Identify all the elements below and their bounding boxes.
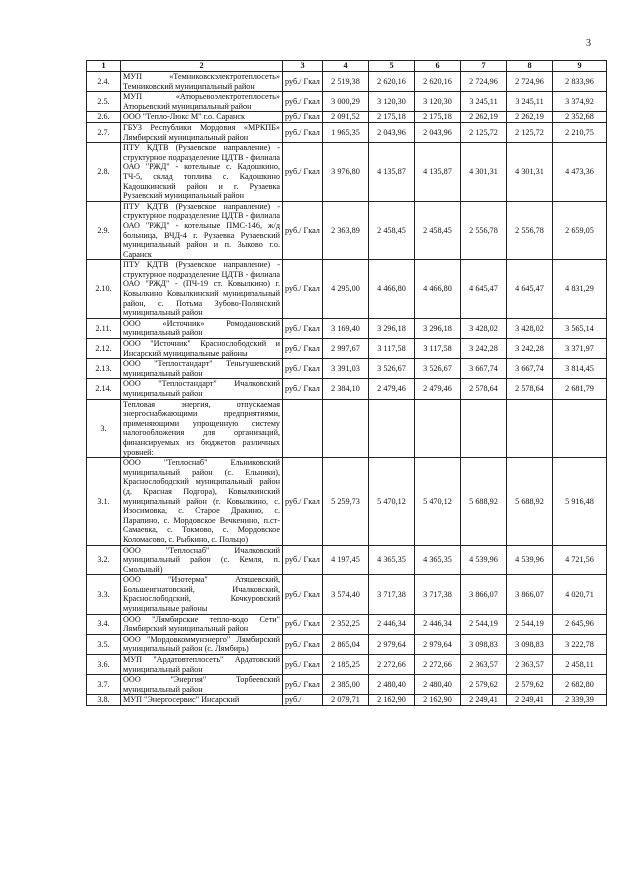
tariff-value: 2 043,96 — [369, 122, 415, 142]
tariff-value: 3 374,92 — [553, 92, 607, 112]
tariff-value: 2 249,41 — [461, 695, 507, 706]
row-number: 2.6. — [87, 112, 121, 123]
table-row — [87, 614, 607, 634]
tariff-value: 4 473,36 — [553, 143, 607, 202]
tariff-value: 2 352,25 — [323, 614, 369, 634]
tariff-value: 2 339,39 — [553, 695, 607, 706]
tariff-value: 2 544,19 — [507, 614, 553, 634]
table-row — [87, 695, 607, 706]
row-number: 3.2. — [87, 545, 121, 575]
row-number: 2.7. — [87, 122, 121, 142]
tariff-value: 2 833,96 — [553, 72, 607, 92]
organization-name: МУП «Темниковскэлектротеплосеть» Темниковский муниципальный район — [121, 72, 283, 92]
tariff-value — [507, 399, 553, 458]
tariff-value: 2 556,78 — [507, 201, 553, 260]
unit-cell: руб./ Гкал — [283, 458, 323, 545]
tariff-value: 2 480,40 — [415, 675, 461, 695]
tariff-value: 3 098,83 — [461, 634, 507, 654]
row-number: 3.4. — [87, 614, 121, 634]
tariff-value: 2 682,80 — [553, 675, 607, 695]
tariff-value: 4 365,35 — [369, 545, 415, 575]
row-number: 2.11. — [87, 318, 121, 338]
tariff-value: 3 667,74 — [507, 359, 553, 379]
tariff-value: 2 458,45 — [415, 201, 461, 260]
tariff-value: 2 079,71 — [323, 695, 369, 706]
table-row — [87, 201, 607, 260]
tariff-value: 3 717,38 — [369, 575, 415, 614]
tariff-value: 2 162,90 — [415, 695, 461, 706]
tariff-value: 3 296,18 — [369, 318, 415, 338]
table-row — [87, 143, 607, 202]
tariff-value: 2 519,38 — [323, 72, 369, 92]
tariff-value: 2 384,10 — [323, 379, 369, 399]
tariff-value: 1 965,35 — [323, 122, 369, 142]
tariff-value: 2 385,00 — [323, 675, 369, 695]
organization-name: ООО «Источник» Ромодановский муниципальный район — [121, 318, 283, 338]
tariff-value: 2 645,96 — [553, 614, 607, 634]
organization-name: ООО "Источник" Краснослободский и Инсарский муниципальные районы — [121, 339, 283, 359]
tariff-value: 2 579,62 — [507, 675, 553, 695]
organization-name: ООО "Теплоснаб" Ельниковский муниципальный район (с. Ельники), Краснослободский муниципальный район (д. Красная Подгора), Ковылкинский муниципальный район (г. Ковылкино, с. Изосимовка, с. Старое Дракино, с. Парапино, с. Мордовское Вечкенино, п.ст-Самаевка, с. Токмово, с. Мордовское Коломасово, с. Рыбкино, с. Польцо) — [121, 458, 283, 545]
column-header: 2 — [121, 61, 283, 72]
tariff-value: 4 365,35 — [415, 545, 461, 575]
tariff-value: 2 458,11 — [553, 655, 607, 675]
tariff-value: 2 458,45 — [369, 201, 415, 260]
tariff-value: 3 371,97 — [553, 339, 607, 359]
row-number: 3.5. — [87, 634, 121, 654]
unit-cell: руб./ Гкал — [283, 143, 323, 202]
tariff-value: 3 242,28 — [507, 339, 553, 359]
tariff-value: 2 175,18 — [369, 112, 415, 123]
tariff-value: 2 724,96 — [507, 72, 553, 92]
row-number: 2.9. — [87, 201, 121, 260]
tariff-value: 2 185,25 — [323, 655, 369, 675]
organization-name: ГБУЗ Республики Мордовия «МРКПБ» Лямбирский муниципальный район — [121, 122, 283, 142]
tariff-value: 2 272,66 — [369, 655, 415, 675]
row-number: 3. — [87, 399, 121, 458]
unit-cell: руб./ Гкал — [283, 339, 323, 359]
column-header: 9 — [553, 61, 607, 72]
organization-name: МУП «Атюрьевоэлектротеплосеть» Атюрьевский муниципальный район — [121, 92, 283, 112]
tariff-value: 2 272,66 — [415, 655, 461, 675]
table-row — [87, 545, 607, 575]
organization-name: Тепловая энергия, отпускаемая энергоснабжающими предприятиями, применяющими упрощенную систему налогообложения для организаций, финансируемых из бюджетов различных уровней: — [121, 399, 283, 458]
tariff-value: 3 098,83 — [507, 634, 553, 654]
tariff-value: 3 866,07 — [507, 575, 553, 614]
unit-cell: руб./ Гкал — [283, 545, 323, 575]
tariff-value: 5 259,73 — [323, 458, 369, 545]
tariff-value: 3 526,67 — [369, 359, 415, 379]
tariff-value: 2 620,16 — [415, 72, 461, 92]
tariff-table — [86, 60, 607, 706]
table-row — [87, 399, 607, 458]
row-number: 2.10. — [87, 260, 121, 319]
organization-name: ПТУ КДТВ (Рузаевское направление) - структурное подразделение ЦДТВ - филиала ОАО "РЖД" - котельные ПМС-146, ж/д больница, ВЧД-4 г. Рузаевка Рузаевский муниципальный район и п. Зыково г.о. Саранск — [121, 201, 283, 260]
tariff-value — [369, 399, 415, 458]
tariff-value: 5 470,12 — [415, 458, 461, 545]
tariff-value: 3 296,18 — [415, 318, 461, 338]
tariff-value: 4 301,31 — [507, 143, 553, 202]
tariff-value — [553, 399, 607, 458]
tariff-value: 2 125,72 — [461, 122, 507, 142]
tariff-value: 2 363,57 — [507, 655, 553, 675]
table-row — [87, 575, 607, 614]
table-row — [87, 72, 607, 92]
column-header: 8 — [507, 61, 553, 72]
tariff-value: 4 831,29 — [553, 260, 607, 319]
tariff-value: 3 866,07 — [461, 575, 507, 614]
tariff-value: 2 865,04 — [323, 634, 369, 654]
tariff-value: 2 249,41 — [507, 695, 553, 706]
tariff-value: 2 446,34 — [369, 614, 415, 634]
table-row — [87, 339, 607, 359]
unit-cell: руб./ Гкал — [283, 318, 323, 338]
row-number: 3.1. — [87, 458, 121, 545]
row-number: 2.8. — [87, 143, 121, 202]
tariff-value: 4 295,00 — [323, 260, 369, 319]
unit-cell: руб./ Гкал — [283, 260, 323, 319]
row-number: 2.4. — [87, 72, 121, 92]
tariff-value: 3 117,58 — [415, 339, 461, 359]
tariff-value: 4 539,96 — [461, 545, 507, 575]
tariff-value: 3 526,67 — [415, 359, 461, 379]
tariff-value: 2 479,46 — [369, 379, 415, 399]
tariff-value: 5 688,92 — [461, 458, 507, 545]
tariff-value: 2 352,68 — [553, 112, 607, 123]
unit-cell: руб./ Гкал — [283, 575, 323, 614]
column-header: 6 — [415, 61, 461, 72]
unit-cell: руб./ — [283, 695, 323, 706]
tariff-value: 3 222,78 — [553, 634, 607, 654]
unit-cell: руб./ Гкал — [283, 359, 323, 379]
header-row — [87, 61, 607, 72]
tariff-value: 3 242,28 — [461, 339, 507, 359]
tariff-value: 2 997,67 — [323, 339, 369, 359]
table-row — [87, 112, 607, 123]
tariff-value: 4 020,71 — [553, 575, 607, 614]
tariff-value: 5 688,92 — [507, 458, 553, 545]
table-row — [87, 634, 607, 654]
tariff-value: 2 091,52 — [323, 112, 369, 123]
tariff-value: 2 479,46 — [415, 379, 461, 399]
organization-name: ООО "Тепло-Люкс М" г.о. Саранск — [121, 112, 283, 123]
tariff-value: 4 645,47 — [461, 260, 507, 319]
tariff-value: 2 681,79 — [553, 379, 607, 399]
table-row — [87, 379, 607, 399]
tariff-value: 2 043,96 — [415, 122, 461, 142]
tariff-value: 3 117,58 — [369, 339, 415, 359]
table-row — [87, 260, 607, 319]
row-number: 3.8. — [87, 695, 121, 706]
unit-cell: руб./ Гкал — [283, 614, 323, 634]
unit-cell: руб./ Гкал — [283, 655, 323, 675]
organization-name: ООО "Изотерма" Атяшевский, Большеигнатовский, Ичалковский, Краснослободский, Кочкуровский муниципальные районы — [121, 575, 283, 614]
unit-cell: руб./ Гкал — [283, 201, 323, 260]
tariff-value: 3 169,40 — [323, 318, 369, 338]
unit-cell: руб./ Гкал — [283, 112, 323, 123]
column-header: 7 — [461, 61, 507, 72]
tariff-value: 2 446,34 — [415, 614, 461, 634]
table-row — [87, 318, 607, 338]
unit-cell: руб./ Гкал — [283, 92, 323, 112]
organization-name: ООО "Теплостандарт" Теньгушевский муниципальный район — [121, 359, 283, 379]
row-number: 2.12. — [87, 339, 121, 359]
row-number: 3.6. — [87, 655, 121, 675]
tariff-value: 4 197,45 — [323, 545, 369, 575]
organization-name: МУП "Энергосервис" Инсарский — [121, 695, 283, 706]
row-number: 2.14. — [87, 379, 121, 399]
tariff-value: 2 480,40 — [369, 675, 415, 695]
unit-cell: руб./ Гкал — [283, 675, 323, 695]
organization-name: ПТУ КДТВ (Рузаевское направление) - структурное подразделение ЦДТВ - филиала ОАО "РЖД" - котельные с. Кадошкино, ТЧ-5, склад топлива с. Кадошкино Кадошкинский район и г. Рузаевка Рузаевский муниципальный район — [121, 143, 283, 202]
tariff-value: 4 466,80 — [415, 260, 461, 319]
row-number: 2.13. — [87, 359, 121, 379]
tariff-value: 5 916,48 — [553, 458, 607, 545]
organization-name: ООО "Теплостандарт" Ичалковский муниципальный район — [121, 379, 283, 399]
tariff-value: 3 428,02 — [507, 318, 553, 338]
tariff-value: 2 210,75 — [553, 122, 607, 142]
tariff-value: 3 428,02 — [461, 318, 507, 338]
organization-name: ООО "Теплоснаб" Ичалковский муниципальный район (с. Кемля, п. Смольный) — [121, 545, 283, 575]
column-header: 4 — [323, 61, 369, 72]
column-header: 3 — [283, 61, 323, 72]
tariff-value — [323, 399, 369, 458]
row-number: 3.7. — [87, 675, 121, 695]
tariff-value: 3 574,40 — [323, 575, 369, 614]
tariff-value: 2 579,62 — [461, 675, 507, 695]
tariff-value: 3 391,03 — [323, 359, 369, 379]
organization-name: ООО "Энергия" Торбеевский муниципальный район — [121, 675, 283, 695]
tariff-value: 2 979,64 — [369, 634, 415, 654]
tariff-value: 2 363,57 — [461, 655, 507, 675]
tariff-value: 2 578,64 — [461, 379, 507, 399]
organization-name: МУП "Ардатовтеплосеть" Ардатовский муниципальный район — [121, 655, 283, 675]
tariff-value — [415, 399, 461, 458]
tariff-value: 2 544,19 — [461, 614, 507, 634]
tariff-value: 4 645,47 — [507, 260, 553, 319]
tariff-value — [461, 399, 507, 458]
tariff-value: 4 539,96 — [507, 545, 553, 575]
tariff-value: 2 125,72 — [507, 122, 553, 142]
column-header: 5 — [369, 61, 415, 72]
unit-cell: руб./ Гкал — [283, 72, 323, 92]
tariff-value: 5 470,12 — [369, 458, 415, 545]
tariff-value: 4 466,80 — [369, 260, 415, 319]
tariff-value: 2 578,64 — [507, 379, 553, 399]
tariff-value: 3 245,11 — [461, 92, 507, 112]
tariff-value: 4 301,31 — [461, 143, 507, 202]
tariff-value: 3 000,29 — [323, 92, 369, 112]
tariff-value: 3 976,80 — [323, 143, 369, 202]
tariff-value: 3 565,14 — [553, 318, 607, 338]
row-number: 3.3. — [87, 575, 121, 614]
tariff-value: 2 262,19 — [507, 112, 553, 123]
tariff-value: 2 363,89 — [323, 201, 369, 260]
table-row — [87, 122, 607, 142]
tariff-value: 2 262,19 — [461, 112, 507, 123]
tariff-value: 4 135,87 — [415, 143, 461, 202]
tariff-value: 3 120,30 — [415, 92, 461, 112]
row-number: 2.5. — [87, 92, 121, 112]
column-header: 1 — [87, 61, 121, 72]
table-row — [87, 675, 607, 695]
tariff-value: 2 659,05 — [553, 201, 607, 260]
organization-name: ООО "Лямбирские тепло-водо Сети" Лямбирский муниципальный район — [121, 614, 283, 634]
tariff-value: 4 135,87 — [369, 143, 415, 202]
organization-name: ПТУ КДТВ (Рузаевское направление) - структурное подразделение ЦДТВ - филиала ОАО "РЖД" - (ПЧ-19 ст. Ковылкино) г. Ковылкино Ковылкинский муниципальный район, с. Потьма Зубово-Полянский муниципальный район — [121, 260, 283, 319]
tariff-value: 2 175,18 — [415, 112, 461, 123]
organization-name: ООО "Мордовкоммунэнерго" Лямбирский муниципальный район (с. Лямбирь) — [121, 634, 283, 654]
tariff-value: 3 667,74 — [461, 359, 507, 379]
tariff-value: 3 717,38 — [415, 575, 461, 614]
tariff-value: 2 620,16 — [369, 72, 415, 92]
tariff-value: 2 979,64 — [415, 634, 461, 654]
tariff-value: 2 162,90 — [369, 695, 415, 706]
table-row — [87, 359, 607, 379]
unit-cell: руб./ Гкал — [283, 122, 323, 142]
tariff-value: 2 556,78 — [461, 201, 507, 260]
tariff-value: 3 814,45 — [553, 359, 607, 379]
table-row — [87, 458, 607, 545]
unit-cell: руб./ Гкал — [283, 634, 323, 654]
table-row — [87, 655, 607, 675]
tariff-value: 3 245,11 — [507, 92, 553, 112]
unit-cell — [283, 399, 323, 458]
tariff-value: 2 724,96 — [461, 72, 507, 92]
tariff-value: 4 721,56 — [553, 545, 607, 575]
tariff-value: 3 120,30 — [369, 92, 415, 112]
table-row — [87, 92, 607, 112]
unit-cell: руб./ Гкал — [283, 379, 323, 399]
page-number: 3 — [586, 38, 591, 49]
